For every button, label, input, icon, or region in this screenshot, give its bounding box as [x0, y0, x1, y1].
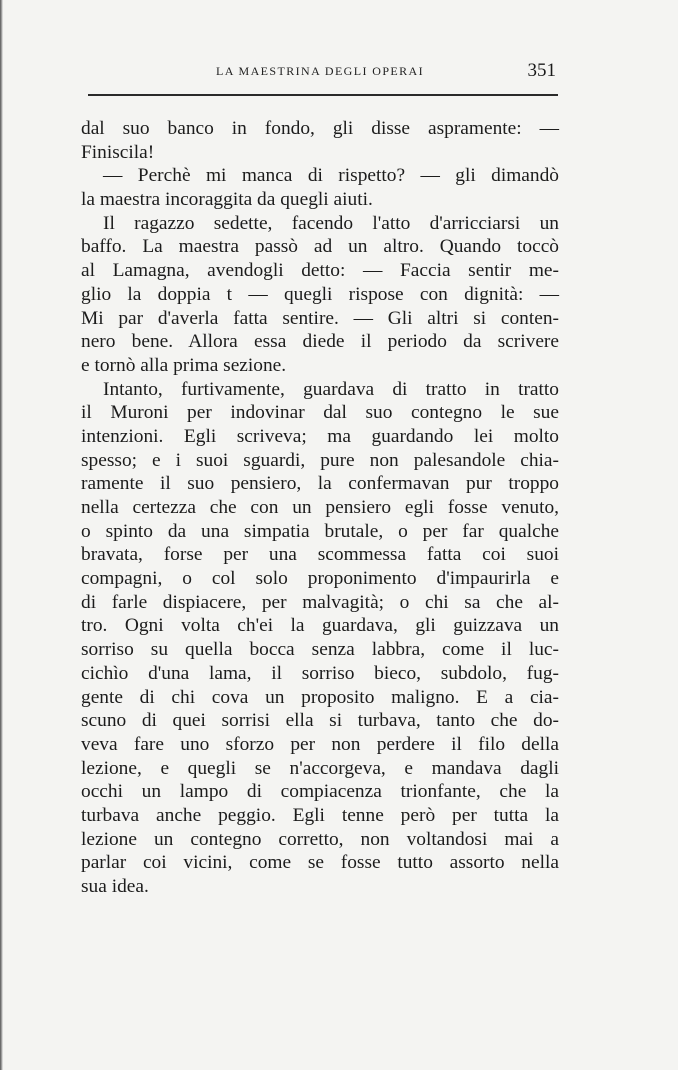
text-line: nella certezza che con un pensiero egli fosse venuto,: [81, 497, 559, 518]
text-line: turbava anche peggio. Egli tenne però per tutta la: [81, 804, 559, 826]
text-line: Intanto, furtivamente, guardava di tratto in tratto: [103, 378, 559, 400]
page-header: [84, 62, 562, 90]
page-number: 351: [527, 60, 556, 81]
text-line: nero bene. Allora essa diede il periodo da scrivere: [81, 331, 559, 353]
text-line: sorriso su quella bocca senza labbra, come il luc-: [81, 639, 559, 661]
text-line: e tornò alla prima sezione.: [81, 354, 287, 376]
text-line: cichìo d'una lama, il sorriso bieco, subdolo, fug-: [81, 662, 559, 684]
text-line: dal suo banco in fondo, gli disse aspramente: —: [81, 118, 559, 139]
text-line: lezione, e quegli se n'accorgeva, e mandava dagli: [81, 757, 559, 779]
page-edge-shadow: [0, 0, 3, 1070]
text-line: — Perchè mi manca di rispetto? — gli dimandò: [103, 165, 559, 187]
text-line: Il ragazzo sedette, facendo l'atto d'arricciarsi un: [103, 212, 559, 234]
text-line: Finiscila!: [81, 141, 155, 163]
text-line: la maestra incoraggita da quegli aiuti.: [81, 189, 373, 211]
text-line: occhi un lampo di compiacenza trionfante, che la: [81, 781, 559, 803]
text-line: sua idea.: [81, 876, 149, 897]
text-line: al Lamagna, avendogli detto: — Faccia sentir me-: [81, 260, 559, 282]
text-line: lezione un contegno corretto, non voltandosi mai a: [81, 828, 559, 850]
text-line: gente di chi cova un proposito maligno. E a cia-: [81, 686, 559, 708]
text-line: parlar coi vicini, come se fosse tutto assorto nella: [81, 852, 559, 874]
text-line: intenzioni. Egli scriveva; ma guardando lei molto: [81, 425, 559, 447]
body-text: [81, 117, 559, 899]
text-line: tro. Ogni volta ch'ei la guardava, gli guizzava un: [81, 615, 559, 637]
text-line: di farle dispiacere, per malvagità; o chi sa che al-: [81, 591, 559, 613]
text-line: spesso; e i suoi sguardi, pure non palesandole chia-: [81, 449, 559, 471]
text-line: glio la doppia t — quegli rispose con dignità: —: [81, 283, 559, 305]
text-line: veva fare uno sforzo per non perdere il filo della: [81, 733, 559, 755]
text-line: scuno di quei sorrisi ella si turbava, tanto che do-: [81, 710, 559, 732]
running-title: LA MAESTRINA DEGLI OPERAI: [216, 64, 424, 78]
text-line: baffo. La maestra passò ad un altro. Quando toccò: [81, 236, 559, 258]
text-line: o spinto da una simpatia brutale, o per far qualche: [81, 520, 559, 542]
header-rule: [88, 94, 558, 96]
text-line: compagni, o col solo proponimento d'impaurirla e: [81, 568, 559, 590]
text-line: Mi par d'averla fatta sentire. — Gli altri si conten-: [81, 307, 559, 329]
text-line: il Muroni per indovinar dal suo contegno le sue: [81, 402, 559, 424]
text-line: bravata, forse per una scommessa fatta coi suoi: [81, 544, 559, 566]
text-line: ramente il suo pensiero, la confermavan pur troppo: [81, 473, 559, 495]
